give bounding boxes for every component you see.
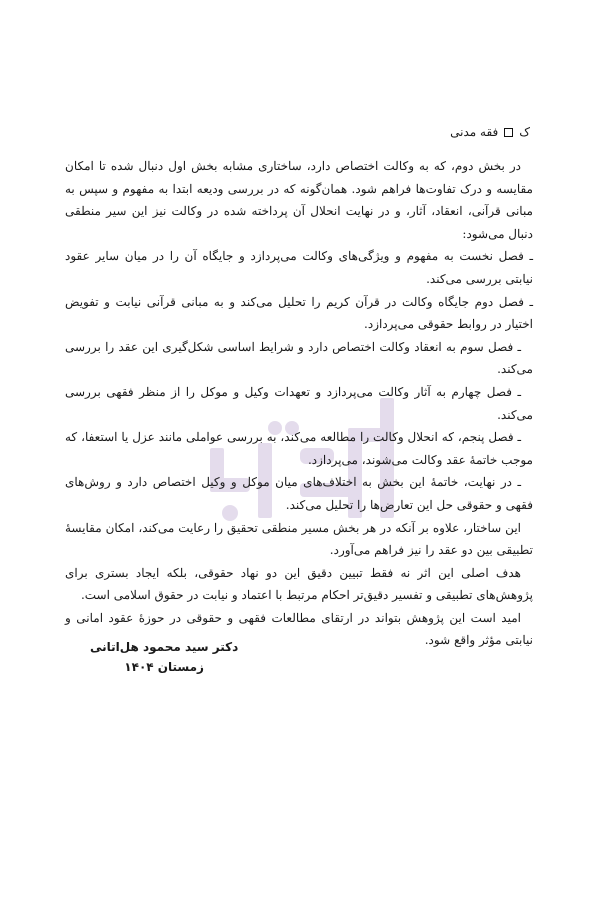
running-header (450, 125, 530, 139)
signature-block (90, 637, 238, 677)
paragraph-chapter-3: ـ فصل سوم به انعقاد وکالت اختصاص دارد و شرایط اساسی شکل‌گیری این عقد را بررسی می‌کند. (65, 339, 533, 377)
author-name: دکتر سید محمود هل‌اتانی (90, 640, 239, 654)
paragraph-chapter-2: ـ فصل دوم جایگاه وکالت در قرآن کریم را تحلیل می‌کند و به مبانی قرآنی نیابت و تفویض اختیار در روابط حقوقی می‌پردازد. (65, 294, 534, 332)
paragraph-hope: امید است این پژوهش بتواند در ارتقای مطالعات فقهی و حقوقی در حوزهٔ عقود امانی و نیابتی مؤثر واقع شود. (65, 610, 533, 648)
paragraph-chapter-4: ـ فصل چهارم به آثار وکالت می‌پردازد و تعهدات وکیل و موکل را از منظر فقهی بررسی می‌کند. (65, 384, 533, 422)
square-marker-icon (504, 128, 513, 137)
page-number: ک (519, 125, 530, 139)
preface-body (65, 155, 533, 652)
paragraph-aim: هدف اصلی این اثر نه فقط تبیین دقیق این دو نهاد حقوقی، بلکه ایجاد بستری برای پژوهش‌های تطبیقی و تفسیر دقیق‌تر احکام مرتبط با اعتماد و نیابت در حقوق اسلامی است. (65, 565, 533, 603)
paragraph-chapter-1: ـ فصل نخست به مفهوم و ویژگی‌های وکالت می‌پردازد و جایگاه آن را در میان سایر عقود نیابتی بررسی می‌کند. (65, 249, 533, 286)
signature-date: زمستان ۱۴۰۴ (124, 660, 204, 674)
paragraph-intro: در بخش دوم، که به وکالت اختصاص دارد، ساختاری مشابه بخش اول دنبال شده تا امکان مقایسه و درک تفاوت‌ها فراهم شود. همان‌گونه که در بررسی ودیعه ابتدا به مفهوم و سپس به مبانی قرآنی، انعقاد، آثار، و در نهایت انحلال آن پرداخته شده در وکالت نیز این سیر منطقی دنبال می‌شود: (65, 159, 533, 241)
paragraph-chapter-5: ـ فصل پنجم، که انحلال وکالت را مطالعه می‌کند، به بررسی عواملی مانند عزل یا استعفا، که موجب خاتمهٔ عقد وکالت می‌شوند، می‌پردازد. (65, 430, 533, 467)
paragraph-structure: این ساختار، علاوه بر آنکه در هر بخش مسیر منطقی تحقیق را رعایت می‌کند، امکان مقایسهٔ تطبیقی بین دو عقد را نیز فراهم می‌آورد. (65, 520, 533, 558)
paragraph-conclusion-section: ـ در نهایت، خاتمهٔ این بخش به اختلاف‌های میان موکل و وکیل اختصاص دارد و روش‌های فقهی و حقوقی حل این تعارض‌ها را تحلیل می‌کند. (65, 475, 533, 512)
running-title: فقه مدنی (450, 125, 499, 139)
